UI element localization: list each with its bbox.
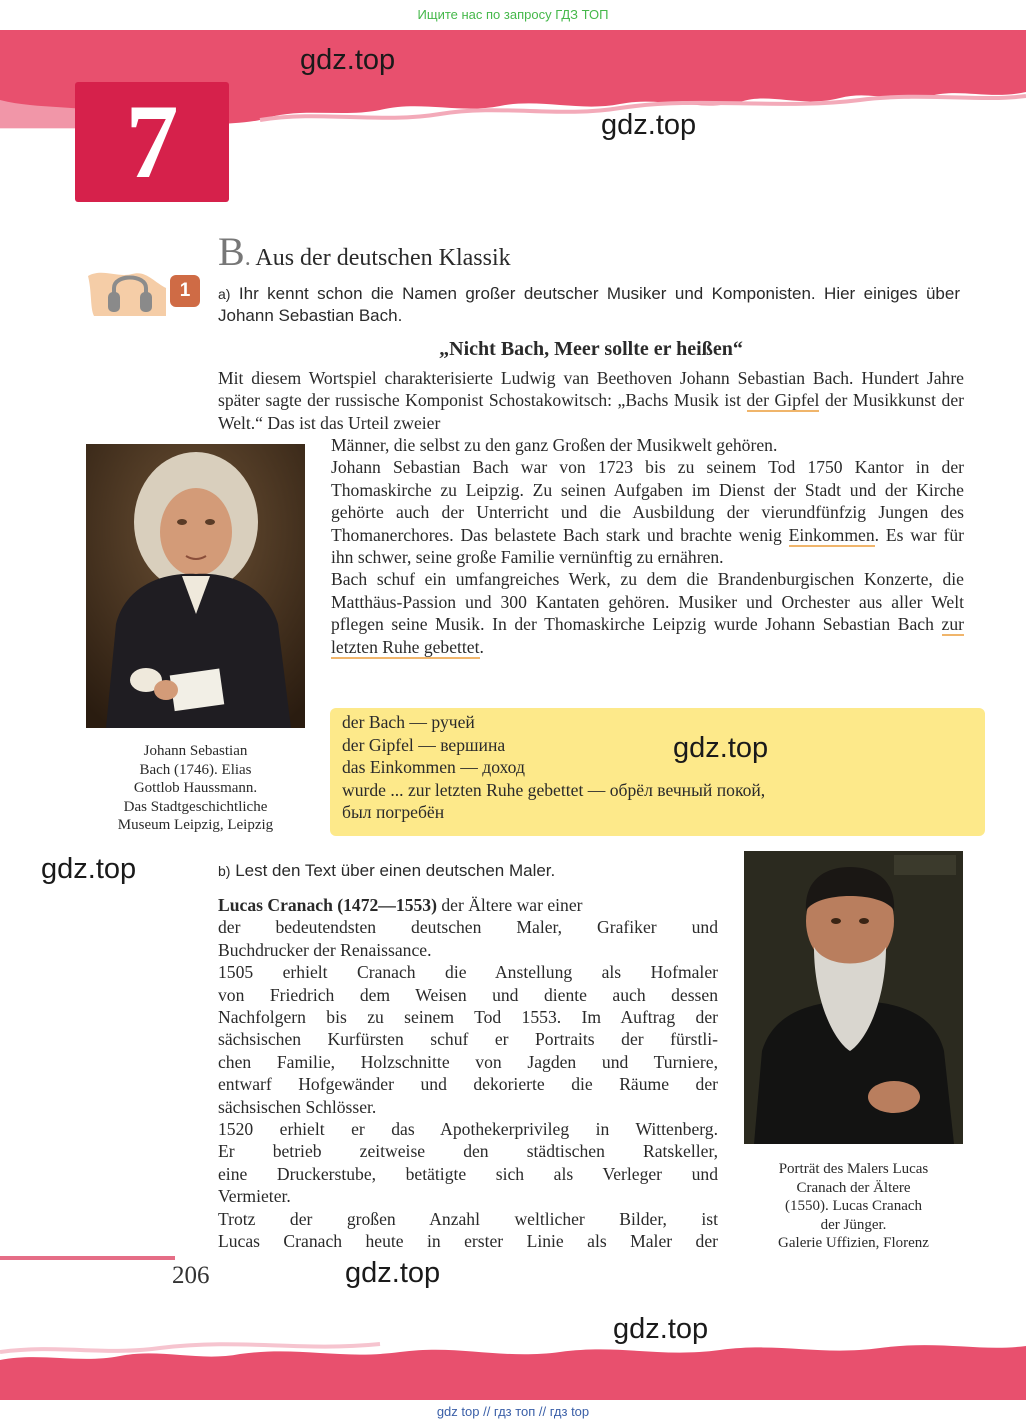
cranach-line: sächsischen Schlösser. [218, 1096, 377, 1117]
footer-rule [0, 1256, 175, 1260]
section-title [218, 228, 511, 275]
task-a-instruction [218, 283, 960, 326]
cranach-line: der bedeutendsten deutschen Maler, Grafiker und [218, 917, 718, 938]
watermark: gdz.top [673, 732, 769, 764]
cranach-line: von Friedrich dem Weisen und diente auch dessen [218, 984, 718, 1005]
caption-line: (1550). Lucas Cranach [784, 1198, 923, 1214]
caption-line: Johann Sebastian [143, 743, 248, 759]
cranach-line-text: der Ältere war einer [436, 895, 583, 915]
cranach-image-caption [740, 1160, 967, 1253]
cranach-line: Nachfolgern bis zu seinem Tod 1553. Im Auftrag der [218, 1007, 718, 1028]
vocab-entry: der Bach — ручей [342, 712, 475, 732]
bach-p1-text: Mit diesem Wortspiel charakterisierte Ludwig van Beethoven Johann Sebastian Bach. Hundert Jahre später sagte der russische Komponist Schostakowitsch: „Bachs Musik ist [218, 368, 964, 411]
task-b-instruction [218, 861, 555, 881]
bach-text-heading: „Nicht Bach, Meer sollte er heißen“ [439, 338, 743, 360]
task-b-label: b) [218, 863, 231, 879]
cranach-text [218, 894, 718, 1253]
watermark: gdz.top [601, 109, 697, 141]
task-b-text: Lest den Text über einen deutschen Maler. [235, 861, 556, 880]
task-number-badge: 1 [170, 275, 200, 307]
cranach-line: 1505 erhielt Cranach die Anstellung als Hofmaler [218, 962, 718, 983]
cranach-line: Trotz der großen Anzahl weltlicher Bilder, ist [218, 1208, 718, 1229]
caption-line: Cranach der Ältere [796, 1179, 911, 1196]
cranach-line: entwarf Hofgewänder und dekorierte die Räume der [218, 1074, 718, 1095]
caption-line: Porträt des Malers Lucas [778, 1161, 929, 1177]
watermark: gdz.top [345, 1257, 441, 1289]
vocab-entry: был погребён [342, 802, 445, 823]
cranach-line: Vermieter. [218, 1186, 291, 1207]
vocab-entry: wurde ... zur letzten Ruhe gebettet — обрёл вечный покой, [342, 779, 766, 800]
caption-line: Galerie Uffizien, Florenz [778, 1235, 929, 1251]
bach-p3 [331, 456, 964, 568]
task-a-label: a) [218, 286, 231, 302]
section-dot: . [244, 245, 251, 271]
task-a-text: Ihr kennt schon die Namen großer deutscher Musiker und Komponisten. Hier einiges über Johann Sebastian Bach. [218, 284, 960, 325]
bach-paragraph-1 [218, 367, 964, 434]
section-letter: B [218, 229, 245, 274]
footer-decorative-band [0, 1330, 1026, 1400]
bach-p2-text: Männer, die selbst zu den ganz Großen der Musikwelt gehören. [331, 435, 778, 455]
bach-p3-text-end: . Es war für ihn schwer, seine große Familie vernünftig zu ernähren. [331, 524, 964, 568]
caption-line: Museum Leipzig, Leipzig [117, 817, 274, 833]
page-number: 206 [172, 1262, 210, 1289]
bach-image-caption [86, 742, 305, 835]
watermark: gdz.top [41, 853, 137, 885]
headphones-icon[interactable] [88, 262, 166, 316]
watermark: gdz.top [300, 44, 396, 76]
caption-line: Gottlob Haussmann. [133, 780, 258, 796]
bach-p4-text-end: . [479, 636, 484, 657]
vocab-entry: der Gipfel — вершина [342, 734, 506, 755]
caption-line: Das Stadtgeschichtliche [123, 798, 268, 815]
vocab-term-gipfel: der Gipfel [746, 390, 820, 411]
cranach-line: Er betrieb zeitweise den städtischen Ratskeller, [218, 1141, 718, 1162]
section-title-text: Aus der deutschen Klassik [255, 245, 511, 271]
bach-p4 [331, 568, 964, 658]
vocab-entry: das Einkommen — доход [342, 757, 525, 778]
bach-p4-text: Bach schuf ein umfangreiches Werk, zu dem die Brandenburgischen Konzerte, die Matthäus-Passion und 300 Kantaten gehören. Musiker und Orchester aus aller Welt pflegen seine Musik. In der Thomaskirche Leipzig wurde Johann Sebastian Bach [331, 569, 964, 635]
cranach-line: sächsischen Kurfürsten schuf er Portraits der fürstli- [218, 1029, 718, 1050]
bach-p1-text-end: der Musikkunst der Welt.“ Das ist das Urteil zweier [218, 390, 965, 433]
caption-line: der Jünger. [820, 1216, 887, 1233]
bottom-search-banner: gdz top // гдз топ // гдз top [436, 1404, 590, 1419]
chapter-number: 7 [125, 83, 179, 200]
vocab-term-einkommen: Einkommen [788, 524, 875, 545]
cranach-line: Buchdrucker der Renaissance. [218, 939, 432, 960]
cranach-line-1 [218, 894, 718, 916]
caption-line: Bach (1746). Elias [139, 761, 252, 778]
top-search-banner: Ищите нас по запросу ГДЗ ТОП [417, 7, 609, 22]
bach-paragraph-2 [331, 434, 964, 658]
bach-portrait-image [86, 444, 305, 728]
cranach-line: 1520 erhielt er das Apothekerprivileg in Wittenberg. [218, 1119, 718, 1140]
cranach-line: chen Familie, Holzschnitte von Jagden und Turniere, [218, 1051, 718, 1072]
cranach-portrait-image [744, 851, 963, 1144]
vocab-term-ruhe: zur letzten Ruhe gebettet [331, 614, 964, 657]
cranach-line: Lucas Cranach heute in erster Linie als Maler der [218, 1231, 718, 1252]
bach-p3-text: Johann Sebastian Bach war von 1723 bis zu seinem Tod 1750 Kantor in der Thomaskirche zu Leipzig. Zu seinen Aufgaben im Dienst der Stadt und der Kirche gehörte auch der Unterricht und die Ausbildung der vierundfünfzig Jungen des Thomanerchores. Das belastete Bach stark und brachte wenig [331, 457, 964, 545]
cranach-line: eine Druckerstube, betätigte sich als Verleger und [218, 1163, 718, 1184]
vocabulary-list [342, 711, 765, 824]
watermark: gdz.top [613, 1313, 709, 1345]
cranach-name: Lucas Cranach (1472—1553) [218, 895, 437, 915]
